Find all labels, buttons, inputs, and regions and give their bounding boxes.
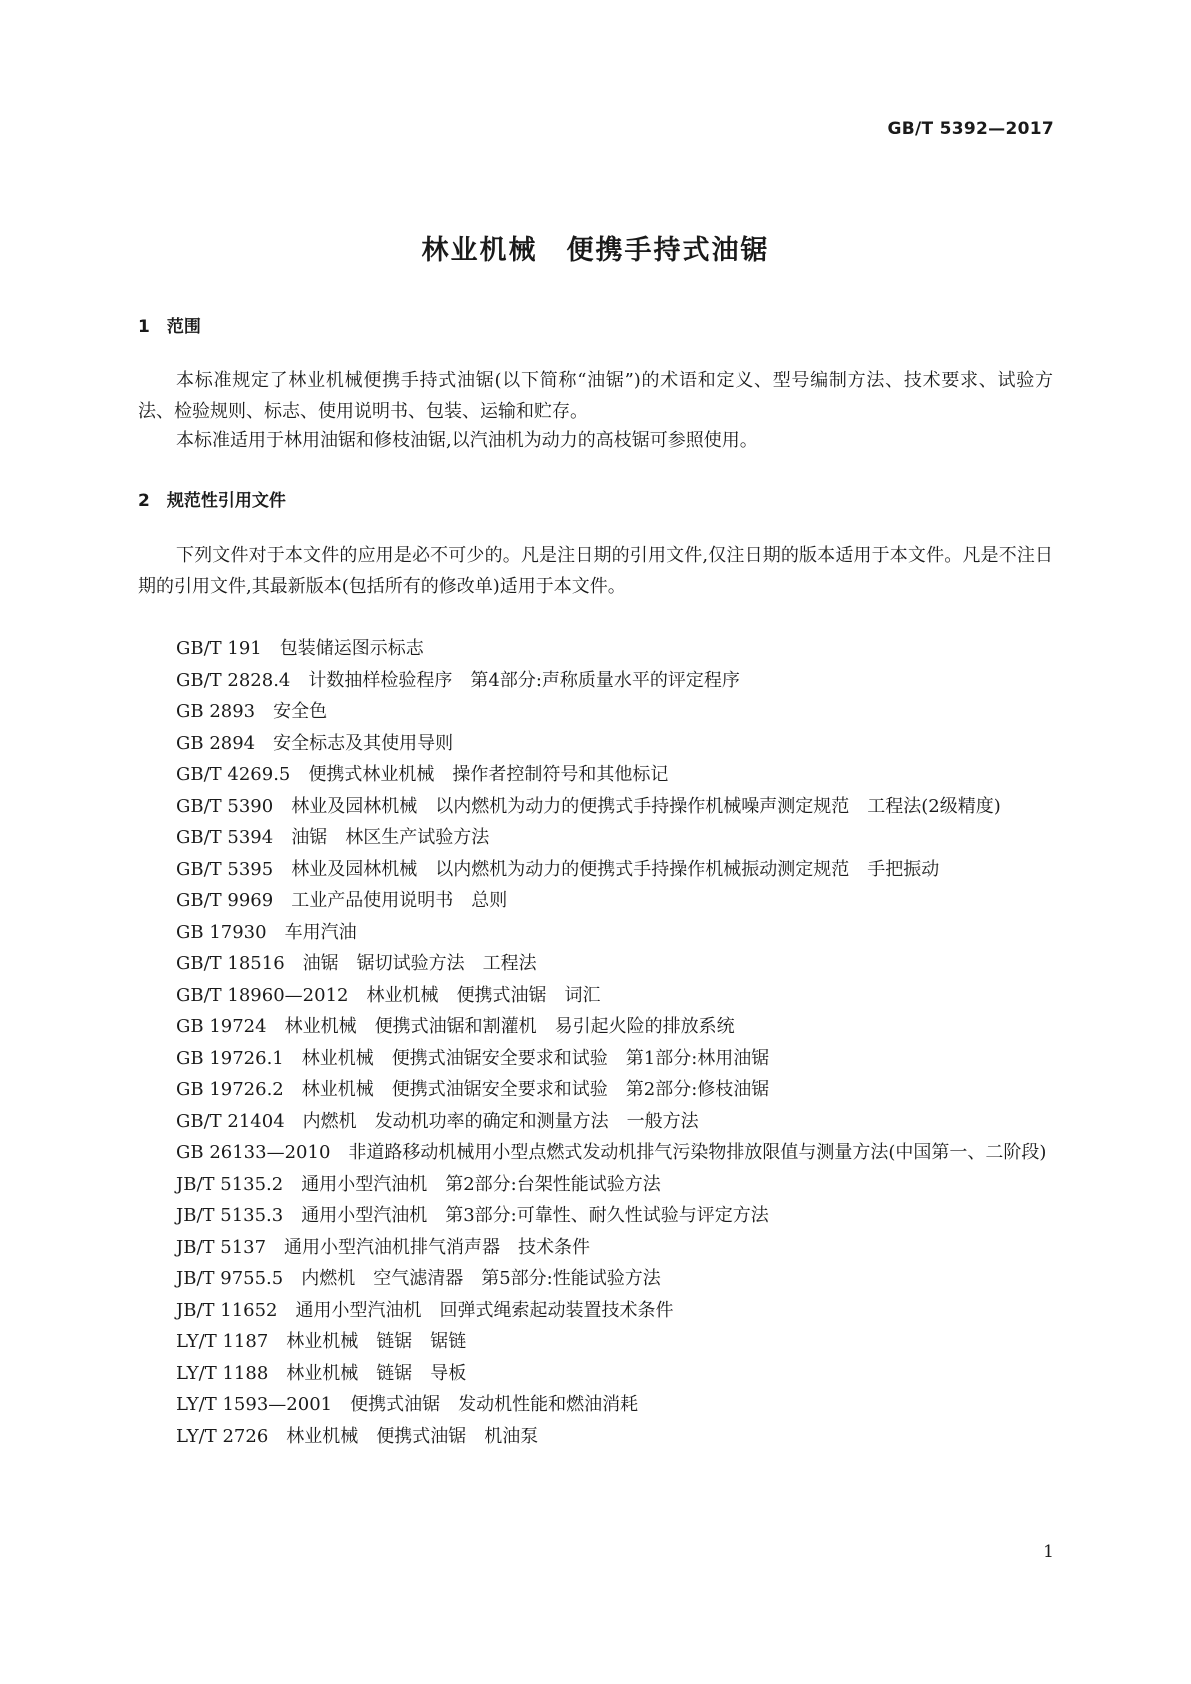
document-title: 林业机械 便携手持式油锯 xyxy=(421,235,770,266)
reference-code: GB/T 18960—2012 xyxy=(176,984,349,1006)
reference-code: GB 17930 xyxy=(176,921,267,943)
reference-item xyxy=(138,980,1053,1012)
scope-paragraph-1: 本标准规定了林业机械便携手持式油锯(以下简称“油锯”)的术语和定义、型号编制方法、技术要求、试验方法、检验规则、标志、使用说明书、包装、运输和贮存。 xyxy=(138,370,1053,422)
reference-title: 内燃机 发动机功率的确定和测量方法 一般方法 xyxy=(302,1110,699,1132)
reference-code: JB/T 5137 xyxy=(176,1236,267,1258)
reference-title: 林业机械 便携式油锯安全要求和试验 第2部分:修枝油锯 xyxy=(301,1079,770,1100)
reference-separator xyxy=(268,1363,286,1384)
reference-separator xyxy=(266,1237,284,1258)
reference-item xyxy=(138,759,1053,791)
reference-code: GB 19724 xyxy=(176,1016,267,1037)
reference-code: GB 2894 xyxy=(176,732,256,754)
reference-item xyxy=(138,728,1053,760)
reference-title: 便携式林业机械 操作者控制符号和其他标记 xyxy=(308,764,669,785)
reference-title: 通用小型汽油机 回弹式绳索起动装置技术条件 xyxy=(295,1299,674,1321)
reference-code: LY/T 1593—2001 xyxy=(176,1394,333,1415)
reference-title: 非道路移动机械用小型点燃式发动机排气污染物排放限值与测量方法(中国第一、二阶段) xyxy=(348,1142,1047,1163)
reference-separator xyxy=(330,1142,348,1163)
reference-separator xyxy=(255,733,273,754)
reference-title: 林业机械 链锯 导板 xyxy=(286,1362,467,1384)
reference-title: 内燃机 空气滤清器 第5部分:性能试验方法 xyxy=(301,1268,661,1289)
reference-item xyxy=(138,1389,1053,1421)
reference-title: 林业机械 便携式油锯安全要求和试验 第1部分:林用油锯 xyxy=(301,1047,770,1069)
reference-title: 工业产品使用说明书 总则 xyxy=(291,890,508,911)
reference-item xyxy=(138,854,1053,886)
reference-separator xyxy=(332,1394,350,1415)
reference-code: GB/T 21404 xyxy=(176,1110,285,1132)
reference-item xyxy=(138,1295,1053,1327)
reference-title: 林业机械 链锯 锯链 xyxy=(286,1331,467,1352)
reference-title: 安全标志及其使用导则 xyxy=(273,732,454,754)
reference-code: LY/T 1188 xyxy=(176,1362,269,1384)
page-number: 1 xyxy=(1043,1542,1054,1562)
reference-item xyxy=(138,1106,1053,1138)
reference-title: 林业机械 便携式油锯和割灌机 易引起火险的排放系统 xyxy=(284,1016,735,1037)
reference-item xyxy=(138,1169,1053,1201)
reference-separator xyxy=(267,922,285,943)
reference-separator xyxy=(273,796,291,817)
reference-separator xyxy=(285,953,303,974)
reference-title: 通用小型汽油机 第2部分:台架性能试验方法 xyxy=(301,1173,661,1195)
reference-item xyxy=(138,633,1053,665)
reference-title: 林业机械 便携式油锯 机油泵 xyxy=(286,1425,539,1447)
reference-separator xyxy=(278,1300,296,1321)
reference-code: GB 19726.2 xyxy=(176,1079,284,1100)
reference-separator xyxy=(284,1079,302,1100)
standard-number: GB/T 5392—2017 xyxy=(887,119,1054,139)
reference-separator xyxy=(268,1426,286,1447)
reference-title: 通用小型汽油机 第3部分:可靠性、耐久性试验与评定方法 xyxy=(301,1205,769,1226)
reference-code: LY/T 2726 xyxy=(176,1425,269,1447)
reference-item xyxy=(138,1232,1053,1264)
reference-item xyxy=(138,1263,1053,1295)
reference-separator xyxy=(285,1111,303,1132)
reference-title: 通用小型汽油机排气消声器 技术条件 xyxy=(284,1236,591,1258)
reference-separator xyxy=(273,890,291,911)
reference-separator xyxy=(262,638,280,659)
reference-title: 安全色 xyxy=(273,701,328,722)
reference-separator xyxy=(283,1268,301,1289)
scope-paragraph-2: 本标准适用于林用油锯和修枝油锯,以汽油机为动力的高枝锯可参照使用。 xyxy=(176,430,758,451)
reference-item xyxy=(138,1358,1053,1390)
reference-code: GB 26133—2010 xyxy=(176,1142,331,1163)
reference-code: GB 2893 xyxy=(176,701,256,722)
reference-title: 油锯 林区生产试验方法 xyxy=(291,827,490,848)
reference-code: GB/T 5394 xyxy=(176,827,274,848)
reference-separator xyxy=(268,1331,286,1352)
reference-separator xyxy=(283,1205,301,1226)
reference-separator xyxy=(284,1048,302,1069)
section-1-heading: 1 范围 xyxy=(138,317,201,337)
reference-item xyxy=(138,1137,1053,1169)
reference-code: GB/T 2828.4 xyxy=(176,669,291,691)
reference-item xyxy=(138,1200,1053,1232)
reference-title: 林业及园林机械 以内燃机为动力的便携式手持操作机械噪声测定规范 工程法(2级精度) xyxy=(291,795,1001,817)
reference-item xyxy=(138,1421,1053,1453)
reference-code: GB/T 191 xyxy=(176,638,262,659)
reference-code: LY/T 1187 xyxy=(176,1331,269,1352)
reference-item xyxy=(138,665,1053,697)
reference-title: 林业及园林机械 以内燃机为动力的便携式手持操作机械振动测定规范 手把振动 xyxy=(291,858,940,880)
reference-code: JB/T 5135.2 xyxy=(176,1173,284,1195)
reference-code: GB/T 5395 xyxy=(176,858,274,880)
reference-code: GB/T 9969 xyxy=(176,890,274,911)
references-intro: 下列文件对于本文件的应用是必不可少的。凡是注日期的引用文件,仅注日期的版本适用于本文件。凡是不注日期的引用文件,其最新版本(包括所有的修改单)适用于本文件。 xyxy=(138,545,1053,597)
reference-item xyxy=(138,822,1053,854)
reference-separator xyxy=(267,1016,285,1037)
reference-item xyxy=(138,791,1053,823)
reference-separator xyxy=(273,859,291,880)
reference-item xyxy=(138,1326,1053,1358)
reference-code: GB/T 4269.5 xyxy=(176,764,291,785)
reference-code: JB/T 9755.5 xyxy=(176,1268,284,1289)
reference-title: 车用汽油 xyxy=(284,921,357,943)
reference-separator xyxy=(290,670,308,691)
reference-code: GB 19726.1 xyxy=(176,1047,284,1069)
reference-title: 便携式油锯 发动机性能和燃油消耗 xyxy=(350,1394,639,1415)
reference-list xyxy=(138,633,1053,1452)
reference-separator xyxy=(255,701,273,722)
reference-code: JB/T 11652 xyxy=(176,1299,278,1321)
reference-item xyxy=(138,917,1053,949)
reference-code: GB/T 18516 xyxy=(176,953,285,974)
reference-code: JB/T 5135.3 xyxy=(176,1205,284,1226)
reference-separator xyxy=(348,985,366,1006)
reference-title: 包装储运图示标志 xyxy=(279,638,424,659)
reference-separator xyxy=(290,764,308,785)
reference-title: 计数抽样检验程序 第4部分:声称质量水平的评定程序 xyxy=(308,669,740,691)
reference-item xyxy=(138,1043,1053,1075)
reference-separator xyxy=(273,827,291,848)
reference-item xyxy=(138,1074,1053,1106)
reference-title: 林业机械 便携式油锯 词汇 xyxy=(366,984,601,1006)
reference-title: 油锯 锯切试验方法 工程法 xyxy=(302,953,537,974)
reference-code: GB/T 5390 xyxy=(176,795,274,817)
reference-item xyxy=(138,1011,1053,1043)
reference-item xyxy=(138,948,1053,980)
section-2-heading: 2 规范性引用文件 xyxy=(138,491,286,511)
reference-separator xyxy=(283,1174,301,1195)
reference-item xyxy=(138,696,1053,728)
reference-item xyxy=(138,885,1053,917)
